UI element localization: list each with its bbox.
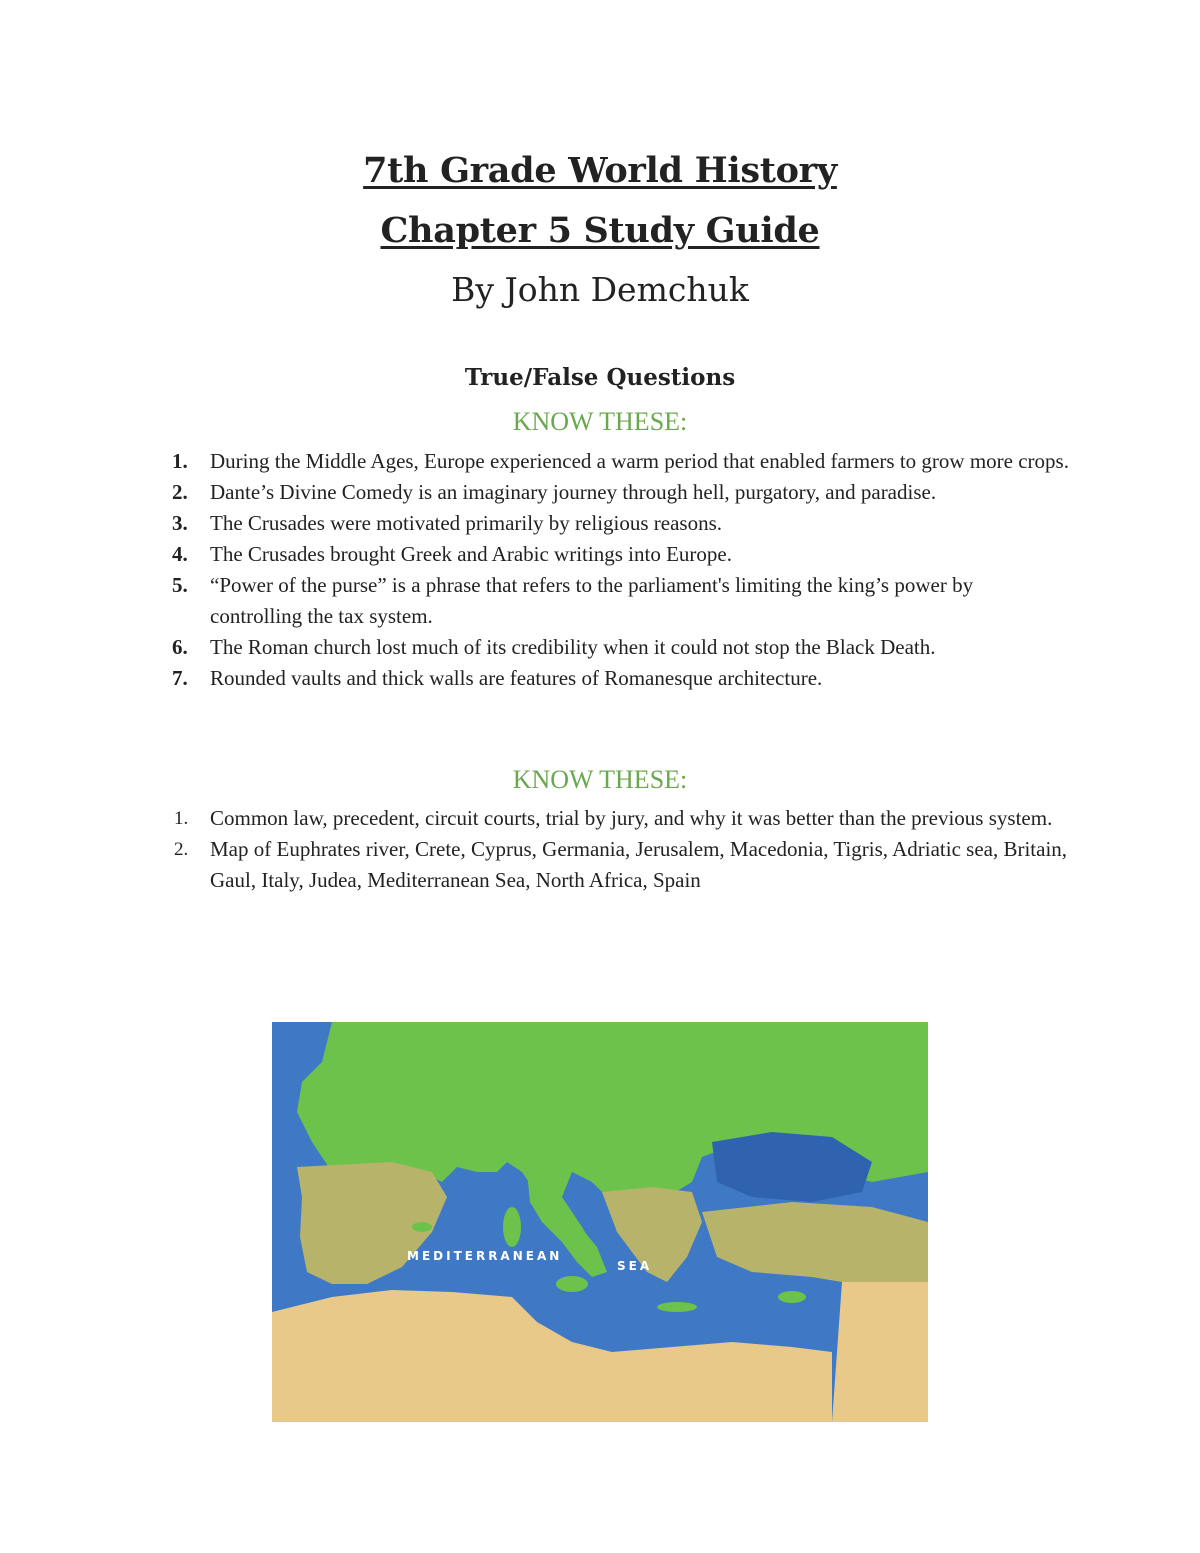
mediterranean-map — [272, 1022, 928, 1422]
map-levant-land — [832, 1282, 928, 1422]
item-number: 6. — [172, 635, 188, 659]
document-subtitle: Chapter 5 Study Guide — [380, 210, 820, 251]
know-these-label: KNOW THESE: — [512, 407, 688, 436]
map-label-sea: SEA — [617, 1259, 653, 1273]
list-item — [172, 508, 1070, 539]
list-item — [172, 632, 1070, 663]
list-item — [172, 570, 1070, 632]
item-text: Dante’s Divine Comedy is an imaginary journey through hell, purgatory, and paradise. — [210, 480, 937, 504]
item-number: 1. — [174, 808, 189, 829]
list-item — [172, 539, 1070, 570]
know-these-list — [174, 803, 1070, 896]
item-number: 5. — [172, 573, 188, 597]
map-cyprus — [778, 1291, 806, 1303]
item-text: The Crusades brought Greek and Arabic writings into Europe. — [210, 542, 732, 566]
list-item — [172, 446, 1070, 477]
item-text: The Roman church lost much of its credibility when it could not stop the Black Death. — [210, 635, 936, 659]
map-sicily — [556, 1276, 588, 1292]
item-number: 7. — [172, 666, 188, 690]
item-number: 2. — [172, 480, 188, 504]
list-item — [172, 477, 1070, 508]
item-text: During the Middle Ages, Europe experienced a warm period that enabled farmers to grow more crops. — [210, 449, 1069, 473]
document-title: 7th Grade World History — [363, 150, 837, 191]
item-number: 1. — [172, 449, 188, 473]
item-text: Map of Euphrates river, Crete, Cyprus, Germania, Jerusalem, Macedonia, Tigris, Adriatic sea, Britain, Gaul, Italy, Judea, Mediterranean Sea, North Africa, Spain — [210, 837, 1068, 892]
item-text: Common law, precedent, circuit courts, trial by jury, and why it was better than the previous system. — [210, 806, 1053, 830]
true-false-list — [172, 446, 1070, 694]
map-image — [272, 1022, 928, 1422]
map-crete — [657, 1302, 697, 1312]
author-line: By John Demchuk — [451, 270, 749, 309]
section-heading-true-false: True/False Questions — [464, 364, 736, 391]
list-item — [172, 663, 1070, 694]
item-text: Rounded vaults and thick walls are features of Romanesque architecture. — [210, 666, 823, 690]
list-item — [174, 834, 1070, 896]
item-number: 3. — [172, 511, 188, 535]
item-text: The Crusades were motivated primarily by religious reasons. — [210, 511, 723, 535]
item-number: 2. — [174, 839, 189, 860]
map-label-mediterranean: MEDITERRANEAN — [407, 1249, 563, 1263]
map-sardinia — [503, 1207, 521, 1247]
item-text: “Power of the purse” is a phrase that refers to the parliament's limiting the king’s power by controlling the tax system. — [210, 573, 974, 628]
map-balearic — [412, 1222, 432, 1232]
know-these-label-2: KNOW THESE: — [512, 765, 688, 794]
item-number: 4. — [172, 542, 188, 566]
list-item — [174, 803, 1070, 834]
